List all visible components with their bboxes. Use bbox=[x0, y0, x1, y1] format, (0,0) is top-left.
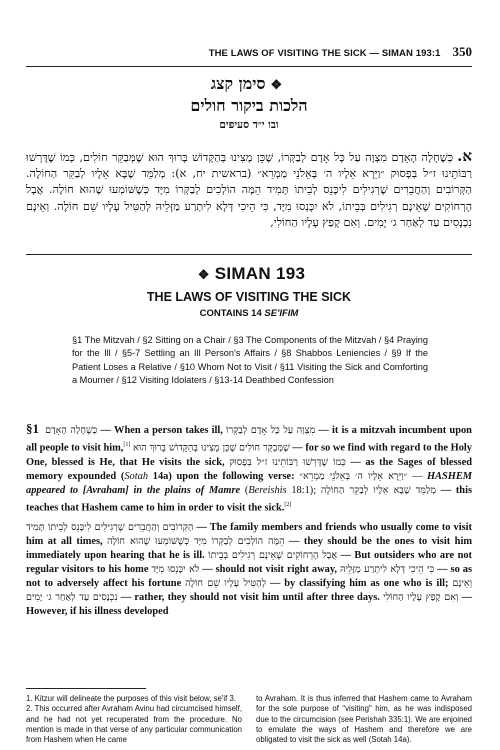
translation: — for so we find with regard to the Holy One, blessed is He, that He visits the sick, bbox=[26, 442, 472, 468]
running-title: THE LAWS OF VISITING THE SICK — SIMAN 193:1 bbox=[208, 48, 441, 59]
citation: Sotah bbox=[124, 470, 149, 482]
hebrew-paragraph-mark: א. bbox=[457, 147, 472, 165]
hebrew-phrase: הֵמָּה הוֹלְכִים לְבַקְּרוֹ מִיָּד כְּשֶׁשּׁוֹמְעוּ שֶׁהוּא חוֹלֶה bbox=[107, 535, 285, 547]
hebrew-phrase: מִצְוָה עַל כָּל אָדָם לְבַקְּרוֹ bbox=[226, 425, 316, 436]
hebrew-phrase: הַקְּרוֹבִים וְהַחֲבֵרִים שֶׁרְגִילִים לִיכָּנֵס לְבֵיתוֹ תָּמִיד bbox=[26, 521, 194, 533]
translation: — by classifying him as one who is ill; bbox=[266, 577, 453, 589]
hebrew-phrase: שֶׁכֵּן מָצִינוּ בְּהַקָּדוֹשׁ בָּרוּךְ הוּא bbox=[133, 442, 237, 454]
hebrew-siman-label: סימן קצג bbox=[210, 74, 266, 93]
translation: — as the Sages of blessed memory expounded ( bbox=[26, 456, 472, 482]
english-subtitle-prefix: CONTAINS 14 bbox=[199, 308, 265, 319]
section-divider bbox=[26, 254, 472, 255]
hebrew-phrase: מְלַמֵּד שֶׁבָּא אֵלָיו לְבַקֵּר הַחוֹלֶה bbox=[320, 484, 436, 496]
citation-ref: 18:1); bbox=[286, 484, 321, 496]
footnotes bbox=[26, 694, 472, 745]
footnote-column-right: to Avraham. It is thus inferred that Hashem came to Avraham for the sole purpose of "visiting" him, as he was indisposed due to the circumcision (see Perishah 335:1). We are enjoined to emulate the ways of Hashem and therefore we are obligated to visit the sick as well (Sotah 14a). bbox=[256, 694, 472, 745]
section-number: §1 bbox=[26, 421, 39, 436]
paren-text: ( bbox=[240, 484, 249, 496]
hebrew-subtitle: ובו י״ד סעיפים bbox=[219, 119, 279, 131]
dash-text: — bbox=[407, 470, 427, 482]
paragraph-1 bbox=[26, 422, 472, 516]
english-section-header bbox=[26, 264, 472, 319]
translation: — The family members and friends who usually come to visit him at all times, bbox=[26, 521, 473, 547]
translation: — rather, they should not visit him until after three days. bbox=[117, 591, 384, 603]
hebrew-phrase: ״וַיֵּרָא אֵלָיו ה׳ בְּאֵלֹנֵי מַמְרֵא״ bbox=[299, 470, 408, 482]
translation: — But outsiders who are not regular visitors to his home bbox=[26, 549, 473, 575]
hebrew-phrase: וְאִם קָפַץ עָלָיו הַחוֹלִי bbox=[383, 591, 459, 603]
hebrew-phrase: כְּשֶׁחָלָה הָאָדָם bbox=[45, 425, 98, 436]
section-contents: §1 The Mitzvah / §2 Sitting on a Chair / §3 The Components of the Mitzvah / §4 Praying for the Ill / §5-7 Settling an Ill Person's Affairs / §8 Shabbos Leniencies / §9 If the Patient Loses a Relative / §10 Whom Not to Visit / §11 Visiting the Sick and Comforting a Mourner / §12 Visiting Idolaters / §13-14 Deathbed Confession bbox=[72, 335, 428, 385]
hebrew-paragraph bbox=[26, 148, 472, 231]
english-subtitle bbox=[26, 308, 472, 319]
hebrew-phrase: וְאֵינָם נִכְנָסִים עַד לְאַחַר ג׳ יָמִים bbox=[26, 577, 472, 603]
translation: — they should be the ones to visit him immediately upon hearing that he is ill. bbox=[26, 535, 472, 561]
hebrew-phrase: כְּמוֹ שֶׁדָּרְשׁוּ רַבּוֹתֵינוּ ז״ל בְּפָסוּק bbox=[229, 456, 346, 468]
footnote-column-left: 1. Kitzur will delineate the purposes of this visit below, se'if 3. 2. This occurred after Avraham Avinu had circumcised himself, and he had not yet recuperated from the procedure. No mention is made in that verse of any particular communication from Hashem when He came bbox=[26, 694, 242, 745]
translation: — so as not to adversely affect his fortune bbox=[26, 563, 473, 589]
translation: — this teaches that Hashem came to him in order to visit the sick. bbox=[26, 484, 473, 514]
ornament-icon: ❖ bbox=[197, 267, 210, 282]
main-text bbox=[26, 422, 472, 624]
hebrew-phrase: שֶׁמְּבַקֵּר חוֹלִים bbox=[239, 442, 290, 454]
hebrew-phrase: כִּי הֵיכִי דְּלָא לִיתְרַע מַזָּלֵיהּ bbox=[340, 563, 435, 575]
page-number: 350 bbox=[452, 44, 472, 59]
translation: — When a person takes ill, bbox=[97, 425, 227, 436]
english-subtitle-italic: SE'IFIM bbox=[264, 308, 299, 319]
hebrew-siman-heading bbox=[26, 74, 472, 94]
footnote-ref-1[interactable]: [1] bbox=[123, 442, 131, 449]
hebrew-phrase: לֹא יִכָּנְסוּ מִיָּד bbox=[151, 563, 200, 575]
translation: — should not visit right away, bbox=[199, 563, 341, 575]
hebrew-title: הלכות ביקור חולים bbox=[190, 96, 308, 115]
translation: — it is a mitzvah incumbent upon all people to visit him, bbox=[26, 425, 472, 454]
hebrew-section-header bbox=[26, 74, 472, 131]
hebrew-phrase: אֲבָל הָרְחוֹקִים שֶׁאֵינָם רְגִילִים בְּבֵיתוֹ bbox=[208, 549, 338, 561]
translation: — However, if his illness developed bbox=[26, 591, 472, 618]
footnote-ref-2[interactable]: [2] bbox=[284, 501, 292, 508]
citation: Bereishis bbox=[248, 484, 287, 496]
ornament-icon: ❖ bbox=[270, 78, 283, 93]
footnote-rule bbox=[26, 688, 146, 689]
hebrew-phrase: לְהַטִּיל עָלָיו שֵׁם חוֹלֶה bbox=[185, 577, 267, 589]
english-siman-heading bbox=[26, 264, 472, 284]
running-header bbox=[26, 44, 472, 67]
translation: 14a) upon the following verse: bbox=[148, 470, 300, 482]
paragraph-2 bbox=[26, 521, 472, 620]
hebrew-paragraph-text: כְּשֶׁחָלָה הָאָדָם מִצְוָה עַל כָּל אָדָם לְבַקְּרוֹ, שֶׁכֵּן מָצִינוּ בְּהַקָּדוֹשׁ בָּרוּךְ הוּא שֶׁמְּבַקֵּר חוֹלִים, כְּמוֹ שֶׁדָּרְשׁוּ רַבּוֹתֵינוּ ז״ל בְּפָסוּק ״וַיֵּרָא אֵלָיו ה׳ בְּאֵלֹנֵי מַמְרֵא״ (בראשית יח, א): מְלַמֵּד שֶׁבָּא אֵלָיו לְבַקֵּר הַחוֹלֶה. הַקְּרוֹבִים וְהַחֲבֵרִים שֶׁרְגִילִים לִיכָּנֵס לְבֵיתוֹ תָּמִיד הֵמָּה הוֹלְכִים לְבַקְּרוֹ מִיָּד כְּשֶׁשּׁוֹמְעוּ שֶׁהוּא חוֹלֶה. אֲבָל הָרְחוֹקִים שֶׁאֵינָם רְגִילִים בְּבֵיתוֹ, לֹא יִכָּנְסוּ מִיָּד, כִּי הֵיכִי דְּלָא לִיתְרַע מַזָּלֵיהּ לְהַטִּיל עָלָיו שֵׁם חוֹלֶה. וְאֵינָם נִכְנָסִים עַד לְאַחַר ג׳ יָמִים. וְאִם קָפַץ עָלָיו הַחוֹלִי, bbox=[26, 151, 472, 229]
english-siman-label: SIMAN 193 bbox=[214, 264, 306, 283]
english-title: THE LAWS OF VISITING THE SICK bbox=[146, 290, 352, 304]
verse-translation: HASHEM appeared to [Avraham] in the plains of Mamre bbox=[26, 470, 472, 496]
